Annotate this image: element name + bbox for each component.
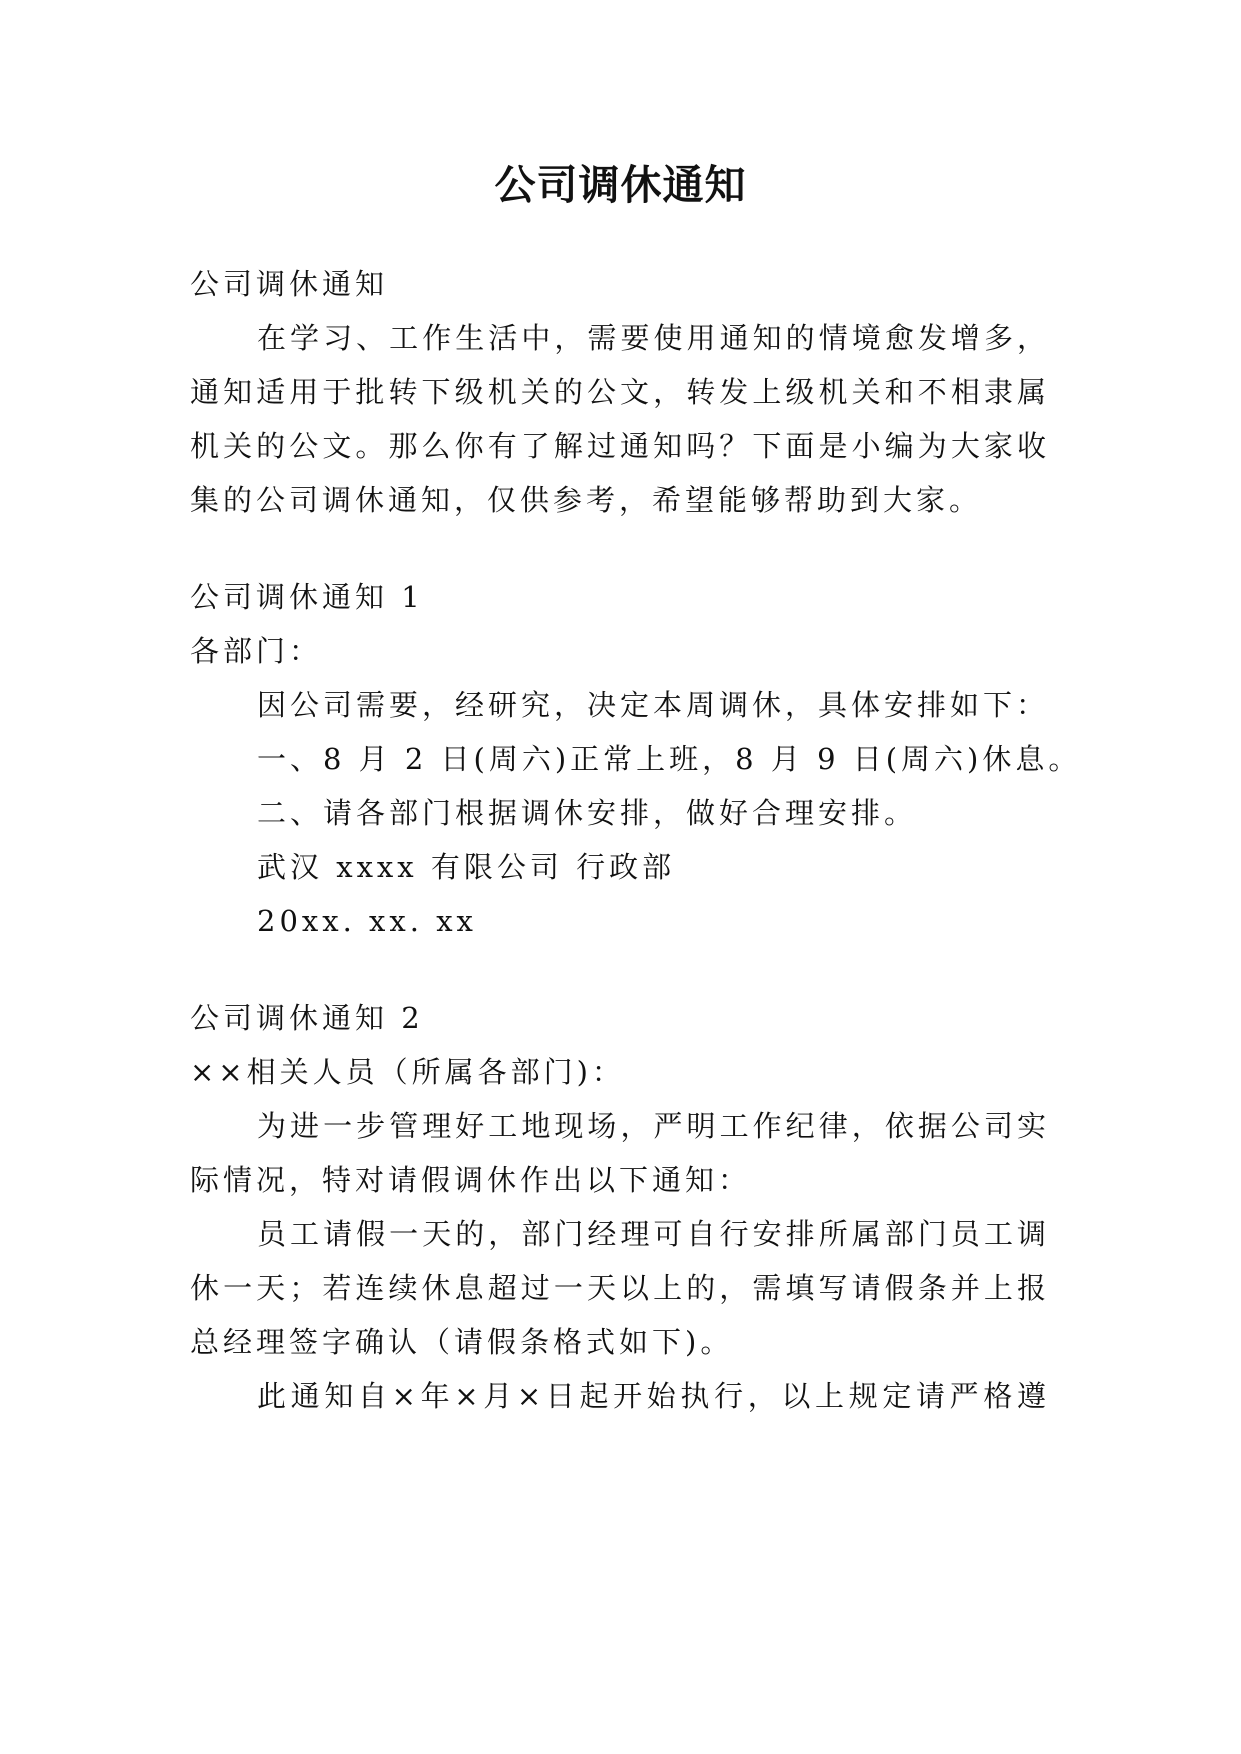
notice1-recipient: 各部门： — [190, 634, 323, 668]
intro-paragraph-line: 在学习、工作生活中，需要使用通知的情境愈发增多， — [257, 321, 1046, 355]
notice2-line: 为进一步管理好工地现场，严明工作纪律，依据公司实 — [257, 1109, 1046, 1143]
intro-heading: 公司调休通知 — [190, 267, 389, 301]
notice2-line: 员工请假一天的，部门经理可自行安排所属部门员工调 — [257, 1217, 1046, 1251]
notice1-line: 二、请各部门根据调休安排，做好合理安排。 — [257, 796, 918, 830]
notice2-line: 际情况，特对请假调休作出以下通知： — [190, 1163, 752, 1197]
notice1-line: 因公司需要，经研究，决定本周调休，具体安排如下： — [257, 688, 1050, 722]
notice2-line: 休一天；若连续休息超过一天以上的，需填写请假条并上报 — [190, 1271, 1046, 1305]
notice1-heading: 公司调休通知 1 — [190, 580, 424, 614]
notice2-heading: 公司调休通知 2 — [190, 1001, 424, 1035]
document-title: 公司调休通知 — [494, 161, 747, 209]
notice2-line: 此通知自×年×月×日起开始执行，以上规定请严格遵 — [257, 1379, 1046, 1413]
notice1-date: 20xx. xx. xx — [257, 904, 477, 938]
notice1-line: 一、8 月 2 日(周六)正常上班，8 月 9 日(周六)休息。 — [257, 742, 1082, 776]
intro-paragraph-line: 集的公司调休通知，仅供参考，希望能够帮助到大家。 — [190, 483, 983, 517]
notice1-signature: 武汉 xxxx 有限公司 行政部 — [257, 850, 676, 884]
intro-paragraph-line: 通知适用于批转下级机关的公文，转发上级机关和不相隶属 — [190, 375, 1046, 409]
notice2-recipient: ××相关人员（所属各部门)： — [190, 1055, 625, 1089]
intro-paragraph-line: 机关的公文。那么你有了解过通知吗？下面是小编为大家收 — [190, 429, 1046, 463]
notice2-line: 总经理签字确认（请假条格式如下)。 — [190, 1325, 734, 1359]
